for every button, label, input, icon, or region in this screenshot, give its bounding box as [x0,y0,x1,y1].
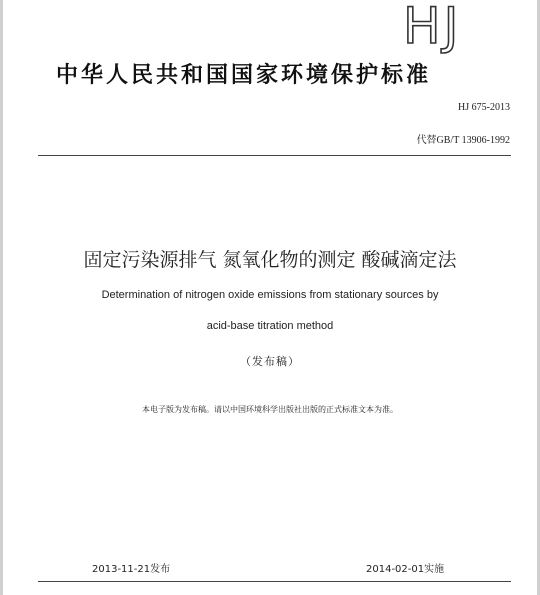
organization-title: 中华人民共和国国家环境保护标准 [56,63,432,88]
issue-date: 2013-11-21发布 [92,564,171,575]
bottom-divider [38,581,511,582]
document-title-english-line1: Determination of nitrogen oxide emissions from stationary sources by [101,289,439,301]
hj-logo: HJ [403,0,462,55]
effective-date: 2014-02-01实施 [366,564,445,575]
release-stage: （发布稿） [240,355,300,368]
replaces-standard: 代替GB/T 13906-1992 [416,135,510,146]
document-title-english-line2: acid-base titration method [206,320,334,332]
edition-notice: 本电子版为发布稿。请以中国环境科学出版社出版的正式标准文本为准。 [142,405,398,414]
standard-number: HJ 675-2013 [458,102,510,113]
top-divider [38,155,511,156]
document-title-chinese: 固定污染源排气 氮氧化物的测定 酸碱滴定法 [83,249,457,271]
